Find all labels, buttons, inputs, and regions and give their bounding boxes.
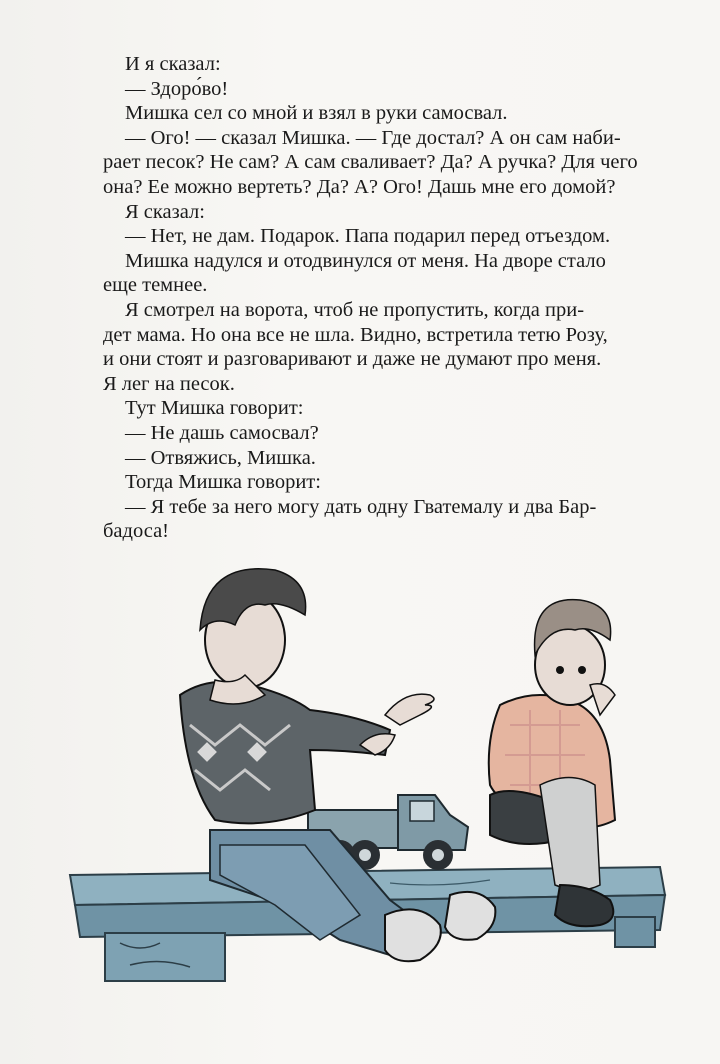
text-line: — Я тебе за него могу дать одну Гватемалу и два Бар- (125, 495, 597, 518)
illustration-boys-bench (60, 545, 680, 1015)
text-line: бадоса! (103, 520, 169, 543)
text-line: она? Ее можно вертеть? Да? А? Ого! Дашь мне его домой? (103, 175, 616, 198)
story-text (103, 52, 640, 544)
text-line: — Здоро́во! (125, 77, 229, 100)
text-line: — Отвяжись, Мишка. (125, 446, 316, 469)
text-line: И я сказал: (125, 53, 221, 75)
text-line: Я лег на песок. (103, 372, 235, 395)
text-line: Тогда Мишка говорит: (125, 471, 321, 494)
text-line: — Нет, не дам. Подарок. Папа подарил перед отъездом. (125, 225, 611, 248)
text-line: Мишка сел со мной и взял в руки самосвал. (125, 102, 508, 125)
text-line: еще темнее. (103, 274, 208, 297)
text-line: — Ого! — сказал Мишка. — Где достал? А он сам наби- (125, 126, 621, 149)
text-line: Тут Мишка говорит: (125, 397, 304, 420)
text-line: и они стоят и разговаривают и даже не думают про меня. (103, 348, 602, 371)
text-line: Я смотрел на ворота, чтоб не пропустить, когда при- (125, 298, 585, 321)
text-line: Я сказал: (125, 200, 205, 223)
text-line: дет мама. Но она все не шла. Видно, встретила тетю Розу, (103, 323, 608, 346)
text-line: Мишка надулся и отодвинулся от меня. На дворе стало (125, 249, 606, 272)
text-line: — Не дашь самосвал? (125, 421, 319, 444)
text-line: рает песок? Не сам? А сам сваливает? Да? А ручка? Для чего (103, 151, 638, 174)
